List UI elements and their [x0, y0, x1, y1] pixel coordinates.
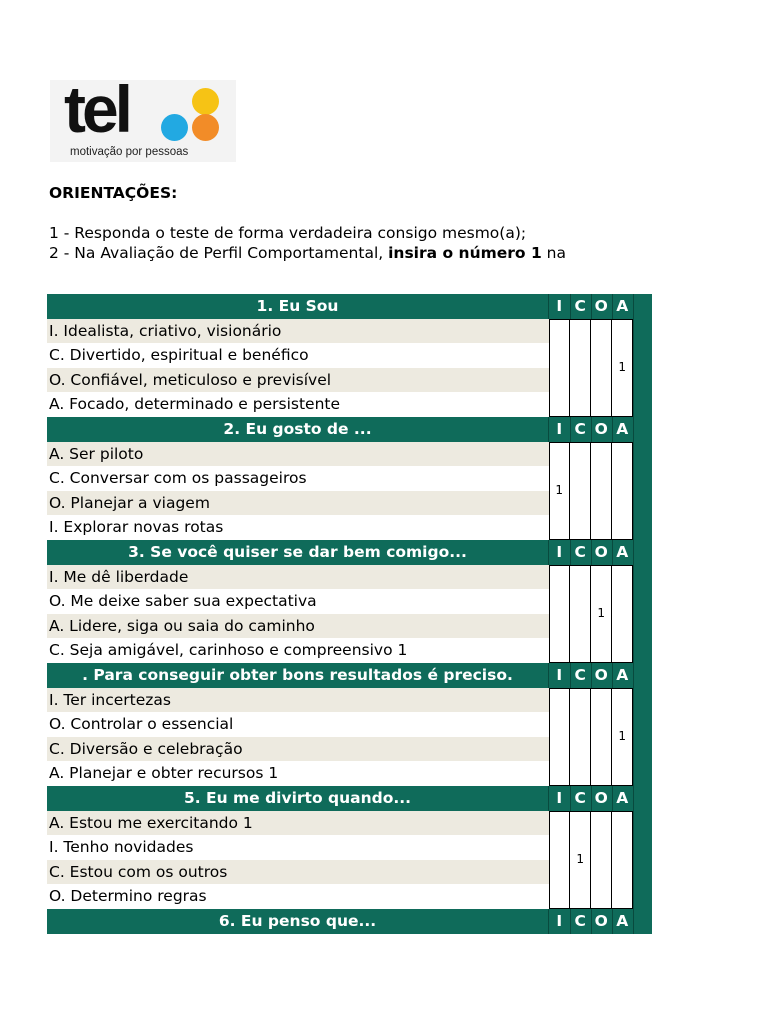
column-header-i: I — [549, 786, 571, 811]
column-header-c: C — [570, 417, 592, 442]
column-header-a: A — [612, 663, 634, 688]
option-row: A. Lidere, siga ou saia do caminho — [47, 614, 549, 639]
column-header-a: A — [612, 294, 634, 319]
column-header-i: I — [549, 417, 571, 442]
question-title: 6. Eu penso que... — [47, 909, 549, 934]
tel-logo — [50, 72, 236, 162]
answer-cell-o[interactable] — [591, 688, 612, 786]
logo-dot-blue — [161, 114, 188, 141]
logo-dot-yellow — [192, 88, 219, 115]
column-header-o: O — [591, 294, 613, 319]
option-row: O. Controlar o essencial — [49, 715, 234, 734]
question-header — [47, 417, 634, 442]
answer-value: 1 — [576, 851, 585, 866]
answer-value: 1 — [597, 605, 606, 620]
column-header-c: C — [570, 663, 592, 688]
option-row: O. Me deixe saber sua expectativa — [49, 592, 317, 611]
instruction-line-2-suffix: na — [541, 244, 566, 262]
answer-cell-c[interactable] — [570, 688, 591, 786]
answer-cell-c[interactable] — [570, 319, 591, 417]
answer-value: 1 — [618, 359, 627, 374]
answer-value: 1 — [555, 482, 564, 497]
instruction-line-2-prefix: 2 - Na Avaliação de Perfil Comportamental, — [49, 244, 389, 262]
question-header — [47, 294, 634, 319]
answer-cell-o[interactable] — [591, 811, 612, 909]
logo-dot-orange — [192, 114, 219, 141]
option-row: I. Explorar novas rotas — [49, 518, 224, 537]
answer-cell-i[interactable] — [549, 319, 570, 417]
question-title: 1. Eu Sou — [47, 294, 549, 319]
column-header-o: O — [591, 540, 613, 565]
question-header — [47, 540, 634, 565]
column-header-c: C — [570, 909, 592, 934]
column-header-o: O — [591, 663, 613, 688]
column-header-c: C — [570, 540, 592, 565]
column-header-a: A — [612, 786, 634, 811]
option-row: I. Idealista, criativo, visionário — [47, 319, 549, 344]
column-header-c: C — [570, 294, 592, 319]
answer-cell-i[interactable] — [549, 565, 570, 663]
option-row: A. Ser piloto — [47, 442, 549, 467]
option-row: C. Seja amigável, carinhoso e compreensivo 1 — [49, 641, 408, 660]
question-header — [47, 663, 634, 688]
option-row: C. Diversão e celebração — [47, 737, 549, 762]
answer-cell-o[interactable] — [591, 319, 612, 417]
answer-cell-o[interactable] — [591, 442, 612, 540]
option-row: O. Determino regras — [49, 887, 207, 906]
option-row: O. Planejar a viagem — [47, 491, 549, 516]
option-row: I. Me dê liberdade — [47, 565, 549, 590]
column-header-o: O — [591, 417, 613, 442]
column-header-o: O — [591, 786, 613, 811]
option-row: A. Focado, determinado e persistente — [49, 395, 341, 414]
column-header-a: A — [612, 540, 634, 565]
question-title: 3. Se você quiser se dar bem comigo... — [47, 540, 549, 565]
option-row: I. Ter incertezas — [47, 688, 549, 713]
answer-cell-a[interactable] — [612, 811, 633, 909]
answer-cell-c[interactable] — [570, 565, 591, 663]
column-header-a: A — [612, 417, 634, 442]
column-header-o: O — [591, 909, 613, 934]
answer-cell-a[interactable] — [612, 565, 633, 663]
answer-cell-c[interactable] — [570, 442, 591, 540]
sheet-right-bar — [633, 294, 652, 934]
question-title: 2. Eu gosto de ... — [47, 417, 549, 442]
question-header — [47, 786, 634, 811]
logo-wordmark: tel — [64, 72, 130, 146]
option-row: C. Conversar com os passageiros — [49, 469, 307, 488]
question-title: . Para conseguir obter bons resultados é preciso. — [47, 663, 549, 688]
column-header-i: I — [549, 909, 571, 934]
question-header — [47, 909, 634, 934]
option-row: A. Planejar e obter recursos 1 — [49, 764, 279, 783]
answer-cell-i[interactable] — [549, 688, 570, 786]
column-header-c: C — [570, 786, 592, 811]
option-row: I. Tenho novidades — [49, 838, 194, 857]
option-row: C. Divertido, espiritual e benéfico — [49, 346, 309, 365]
answer-cell-a[interactable] — [612, 442, 633, 540]
instruction-line-2-bold: insira o número 1 — [388, 244, 542, 262]
answer-cell-i[interactable] — [549, 811, 570, 909]
column-header-i: I — [549, 540, 571, 565]
option-row: C. Estou com os outros — [47, 860, 549, 885]
answer-value: 1 — [618, 728, 627, 743]
option-row: O. Confiável, meticuloso e previsível — [47, 368, 549, 393]
instruction-line-1: 1 - Responda o teste de forma verdadeira consigo mesmo(a); — [49, 224, 527, 242]
column-header-i: I — [549, 294, 571, 319]
option-row: A. Estou me exercitando 1 — [47, 811, 549, 836]
column-header-a: A — [612, 909, 634, 934]
instruction-line-2 — [49, 244, 653, 262]
question-title: 5. Eu me divirto quando... — [47, 786, 549, 811]
column-header-i: I — [549, 663, 571, 688]
orientations-heading: ORIENTAÇÕES: — [49, 184, 178, 202]
logo-tagline: motivação por pessoas — [70, 146, 189, 158]
